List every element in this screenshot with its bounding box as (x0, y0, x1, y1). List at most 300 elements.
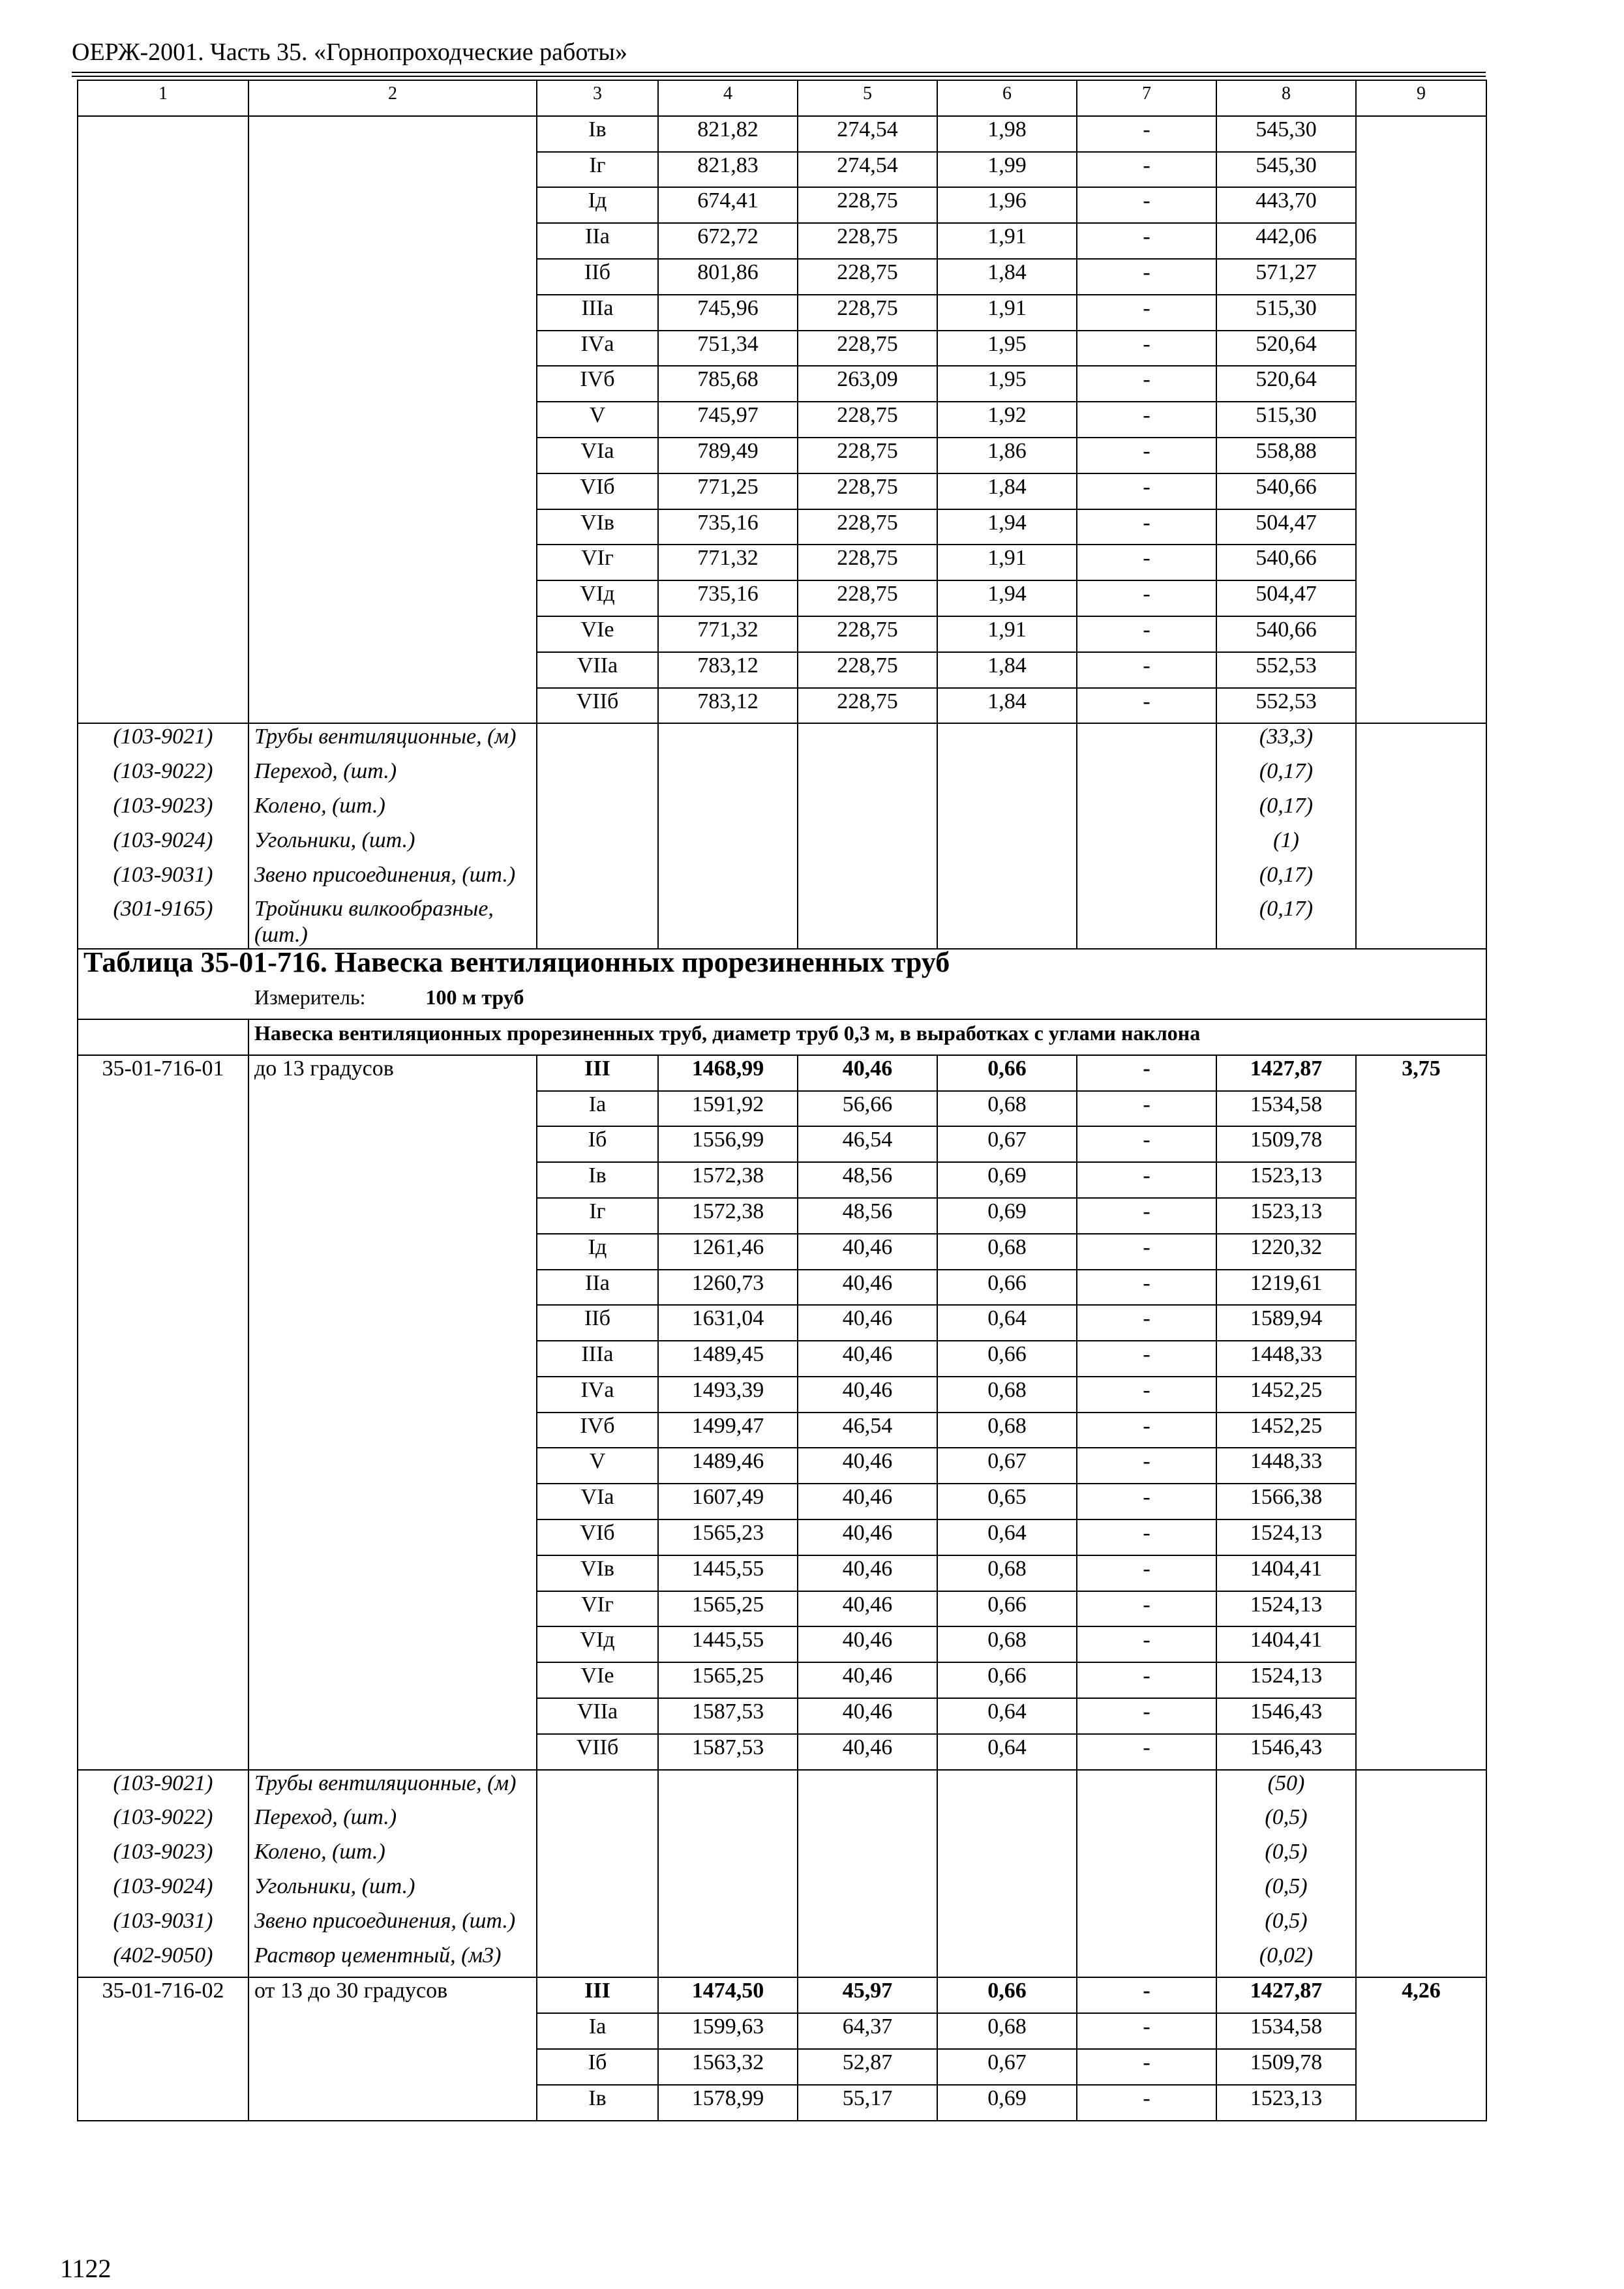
value-cell: 751,34 (658, 331, 798, 367)
value-cell: 1523,13 (1216, 1162, 1356, 1198)
empty-cell (798, 758, 937, 793)
table-title: Таблица 35-01-716. Навеска вентиляционных прорезиненных труб (78, 949, 1486, 984)
empty-cell (658, 758, 798, 793)
value-cell: 558,88 (1216, 438, 1356, 473)
value-cell: 540,66 (1216, 545, 1356, 580)
empty-cell (658, 1874, 798, 1908)
value-cell: 40,46 (798, 1734, 937, 1770)
value-cell: 1563,32 (658, 2049, 798, 2085)
value-cell: 504,47 (1216, 509, 1356, 545)
resource-row (78, 1839, 1486, 1874)
value-cell: 821,82 (658, 116, 798, 152)
value-cell: 785,68 (658, 366, 798, 402)
value-cell: 1445,55 (658, 1626, 798, 1662)
value-cell: 443,70 (1216, 187, 1356, 223)
value-cell: 1,98 (937, 116, 1077, 152)
resource-code: (103-9022) (78, 1804, 248, 1839)
value-cell: III (537, 1055, 658, 1091)
value-cell: 0,69 (937, 1162, 1077, 1198)
resource-value: (0,5) (1216, 1874, 1356, 1908)
value-cell: 228,75 (798, 580, 937, 616)
empty-cell (1077, 1839, 1216, 1874)
value-cell: 1534,58 (1216, 2013, 1356, 2049)
value-cell: - (1077, 1484, 1216, 1519)
empty-cell (798, 723, 937, 758)
norms-table (77, 80, 1487, 2121)
empty-cell (937, 1839, 1077, 1874)
empty-cell (798, 1770, 937, 1805)
value-cell: - (1077, 1591, 1216, 1627)
value-cell: - (1077, 1055, 1216, 1091)
empty-cell (1356, 1943, 1486, 1978)
value-cell: 40,46 (798, 1341, 937, 1377)
item-name: до 13 градусов (248, 1055, 537, 1770)
value-cell: 821,83 (658, 152, 798, 188)
value-cell: 40,46 (798, 1377, 937, 1413)
empty-cell (1077, 793, 1216, 828)
value-cell: 228,75 (798, 688, 937, 724)
value-cell: - (1077, 545, 1216, 580)
value-cell: Iа (537, 1091, 658, 1127)
value-cell: 0,68 (937, 2013, 1077, 2049)
value-cell: 1260,73 (658, 1270, 798, 1306)
value-cell: 46,54 (798, 1126, 937, 1162)
value-cell: 40,46 (798, 1662, 937, 1698)
value-cell: Iд (537, 1234, 658, 1270)
value-cell: 0,64 (937, 1305, 1077, 1341)
value-cell: Iб (537, 2049, 658, 2085)
resource-name: Колено, (шт.) (248, 1839, 537, 1874)
value-cell: 1,84 (937, 473, 1077, 509)
resource-row (78, 1804, 1486, 1839)
column-number-row (78, 80, 1486, 116)
value-cell: - (1077, 1341, 1216, 1377)
value-cell: 228,75 (798, 438, 937, 473)
value-cell: 228,75 (798, 331, 937, 367)
resource-row (78, 896, 1486, 949)
resource-code: (103-9031) (78, 1908, 248, 1943)
value-cell: 40,46 (798, 1448, 937, 1484)
resource-name: Раствор цементный, (м3) (248, 1943, 537, 1978)
value-cell: Iг (537, 152, 658, 188)
value-cell: VIд (537, 1626, 658, 1662)
value-cell: 1489,46 (658, 1448, 798, 1484)
resource-name: Трубы вентиляционные, (м) (248, 723, 537, 758)
value-cell: 228,75 (798, 187, 937, 223)
empty-cell (658, 723, 798, 758)
value-cell: VIб (537, 473, 658, 509)
value-cell: 228,75 (798, 616, 937, 652)
empty-cell (658, 1908, 798, 1943)
empty-cell (937, 1908, 1077, 1943)
value-cell: 56,66 (798, 1091, 937, 1127)
value-cell: 1524,13 (1216, 1591, 1356, 1627)
value-cell: 1261,46 (658, 1234, 798, 1270)
value-cell: 1,91 (937, 295, 1077, 331)
value-cell: - (1077, 1734, 1216, 1770)
value-cell: 1,94 (937, 509, 1077, 545)
value-cell: 1524,13 (1216, 1662, 1356, 1698)
value-cell: 1565,25 (658, 1591, 798, 1627)
resource-code: (103-9021) (78, 1770, 248, 1805)
value-cell: - (1077, 116, 1216, 152)
value-cell: 0,66 (937, 1341, 1077, 1377)
value-cell: 515,30 (1216, 402, 1356, 438)
value-cell: 40,46 (798, 1305, 937, 1341)
empty-cell (937, 793, 1077, 828)
empty-cell (537, 1770, 658, 1805)
empty-cell (1077, 758, 1216, 793)
resource-row (78, 1770, 1486, 1805)
value-cell: VIб (537, 1519, 658, 1555)
value-cell: - (1077, 509, 1216, 545)
value-cell: - (1077, 295, 1216, 331)
value-cell: VIIа (537, 652, 658, 688)
value-cell: 0,68 (937, 1555, 1077, 1591)
value-cell: 228,75 (798, 259, 937, 295)
page-number: 1122 (60, 2254, 112, 2283)
value-cell: IIа (537, 1270, 658, 1306)
value-cell: 1524,13 (1216, 1519, 1356, 1555)
column-number: 7 (1077, 80, 1216, 116)
empty-cell (537, 723, 658, 758)
resource-value: (0,17) (1216, 758, 1356, 793)
value-cell: - (1077, 1662, 1216, 1698)
value-cell: 1,96 (937, 187, 1077, 223)
value-cell: IIIа (537, 295, 658, 331)
value-cell: 1,91 (937, 545, 1077, 580)
measure-value: 100 м труб (425, 985, 524, 1010)
value-cell: 801,86 (658, 259, 798, 295)
value-cell: 0,69 (937, 1198, 1077, 1234)
value-cell: 552,53 (1216, 688, 1356, 724)
description-row (78, 1019, 1486, 1055)
value-cell: 1,84 (937, 688, 1077, 724)
value-cell: 771,32 (658, 616, 798, 652)
value-cell: - (1077, 223, 1216, 259)
value-cell: 46,54 (798, 1413, 937, 1448)
value-cell: - (1077, 1698, 1216, 1734)
empty-cell (1077, 1908, 1216, 1943)
value-cell: - (1077, 1270, 1216, 1306)
name-cell-empty (248, 116, 537, 724)
empty-cell (537, 896, 658, 949)
empty-cell (1356, 896, 1486, 949)
resource-code: (103-9031) (78, 862, 248, 897)
empty-cell (798, 1943, 937, 1978)
value-cell: IIIа (537, 1341, 658, 1377)
value-cell: IIа (537, 223, 658, 259)
value-cell: Iа (537, 2013, 658, 2049)
empty-cell (1077, 862, 1216, 897)
value-cell: 1509,78 (1216, 2049, 1356, 2085)
value-cell: VIIб (537, 688, 658, 724)
empty-cell (537, 1908, 658, 1943)
value-cell: - (1077, 1198, 1216, 1234)
value-cell: 540,66 (1216, 616, 1356, 652)
value-cell: - (1077, 616, 1216, 652)
value-cell: - (1077, 688, 1216, 724)
value-cell: 571,27 (1216, 259, 1356, 295)
value-cell: 40,46 (798, 1055, 937, 1091)
value-cell: - (1077, 2085, 1216, 2121)
value-cell: Iв (537, 1162, 658, 1198)
extra-cell-empty (1356, 116, 1486, 724)
value-cell: Iг (537, 1198, 658, 1234)
resource-code: (103-9024) (78, 828, 248, 862)
value-cell: 1499,47 (658, 1413, 798, 1448)
resource-name: Переход, (шт.) (248, 758, 537, 793)
value-cell: VIе (537, 616, 658, 652)
empty-cell (1077, 1943, 1216, 1978)
value-cell: 745,96 (658, 295, 798, 331)
value-cell: 1631,04 (658, 1305, 798, 1341)
item-code: 35-01-716-01 (78, 1055, 248, 1770)
table-title-row (78, 949, 1486, 984)
empty-cell (1356, 723, 1486, 758)
value-cell: 40,46 (798, 1519, 937, 1555)
value-cell: 0,67 (937, 2049, 1077, 2085)
resource-name: Звено присоединения, (шт.) (248, 1908, 537, 1943)
resource-value: (0,17) (1216, 896, 1356, 949)
resource-row (78, 793, 1486, 828)
value-cell: 1599,63 (658, 2013, 798, 2049)
empty-cell (937, 1770, 1077, 1805)
column-number: 1 (78, 80, 248, 116)
value-cell: VIа (537, 438, 658, 473)
value-cell: - (1077, 1091, 1216, 1127)
value-cell: 0,64 (937, 1734, 1077, 1770)
value-cell: - (1077, 331, 1216, 367)
empty-cell (1356, 828, 1486, 862)
value-cell: VIг (537, 545, 658, 580)
empty-cell (537, 1804, 658, 1839)
value-cell: Iб (537, 1126, 658, 1162)
measure-cell (78, 984, 1486, 1019)
value-cell: 1,91 (937, 223, 1077, 259)
value-cell: 228,75 (798, 295, 937, 331)
value-cell: 1587,53 (658, 1698, 798, 1734)
value-cell: 1546,43 (1216, 1734, 1356, 1770)
value-cell: 0,67 (937, 1126, 1077, 1162)
value-cell: 1572,38 (658, 1198, 798, 1234)
value-cell: 552,53 (1216, 652, 1356, 688)
value-cell: 1468,99 (658, 1055, 798, 1091)
value-cell: 1,95 (937, 331, 1077, 367)
empty-cell (1077, 896, 1216, 949)
value-cell: 1565,25 (658, 1662, 798, 1698)
item-name: от 13 до 30 градусов (248, 1977, 537, 2120)
value-cell: 504,47 (1216, 580, 1356, 616)
resource-code: (103-9023) (78, 793, 248, 828)
table-body (78, 80, 1486, 2121)
value-cell: 789,49 (658, 438, 798, 473)
value-cell: 520,64 (1216, 366, 1356, 402)
value-cell: 40,46 (798, 1270, 937, 1306)
empty-cell (798, 1908, 937, 1943)
empty-cell (798, 1874, 937, 1908)
empty-cell (1356, 1770, 1486, 1805)
resource-value: (0,5) (1216, 1804, 1356, 1839)
value-cell: 1,91 (937, 616, 1077, 652)
value-cell: 0,66 (937, 1270, 1077, 1306)
resource-row (78, 723, 1486, 758)
empty-cell (1356, 793, 1486, 828)
value-cell: Iд (537, 187, 658, 223)
empty-cell (1077, 828, 1216, 862)
value-cell: VIв (537, 1555, 658, 1591)
item-first-row (78, 1977, 1486, 2013)
column-number: 8 (1216, 80, 1356, 116)
value-cell: 0,64 (937, 1519, 1077, 1555)
resource-row (78, 1943, 1486, 1978)
value-cell: 0,68 (937, 1234, 1077, 1270)
value-cell: 0,66 (937, 1977, 1077, 2013)
value-cell: 1448,33 (1216, 1448, 1356, 1484)
empty-cell (937, 896, 1077, 949)
column-number: 3 (537, 80, 658, 116)
empty-cell (798, 896, 937, 949)
value-cell: 0,68 (937, 1377, 1077, 1413)
resource-row (78, 758, 1486, 793)
value-cell: VIг (537, 1591, 658, 1627)
value-cell: 0,68 (937, 1626, 1077, 1662)
value-cell: 48,56 (798, 1162, 937, 1198)
value-cell: 40,46 (798, 1484, 937, 1519)
value-cell: 771,25 (658, 473, 798, 509)
value-cell: 735,16 (658, 580, 798, 616)
resource-value: (1) (1216, 828, 1356, 862)
value-cell: V (537, 1448, 658, 1484)
value-cell: 1546,43 (1216, 1698, 1356, 1734)
resource-row (78, 862, 1486, 897)
measure-label: Измеритель: (254, 985, 366, 1010)
value-cell: IIб (537, 1305, 658, 1341)
empty-cell (1356, 758, 1486, 793)
value-cell: 672,72 (658, 223, 798, 259)
value-cell: IIб (537, 259, 658, 295)
value-cell: 0,65 (937, 1484, 1077, 1519)
value-cell: 1534,58 (1216, 1091, 1356, 1127)
value-cell: 48,56 (798, 1198, 937, 1234)
resource-name: Колено, (шт.) (248, 793, 537, 828)
value-cell: 1566,38 (1216, 1484, 1356, 1519)
value-cell: 0,67 (937, 1448, 1077, 1484)
value-cell: IVа (537, 1377, 658, 1413)
value-cell: 1591,92 (658, 1091, 798, 1127)
value-cell: 1,95 (937, 366, 1077, 402)
empty-cell (658, 1943, 798, 1978)
value-cell: 40,46 (798, 1234, 937, 1270)
value-cell: 228,75 (798, 402, 937, 438)
section-description: Навеска вентиляционных прорезиненных труб, диаметр труб 0,3 м, в выработках с углами наклона (248, 1019, 1486, 1055)
value-cell: 274,54 (798, 152, 937, 188)
resource-row (78, 1908, 1486, 1943)
value-cell: 545,30 (1216, 152, 1356, 188)
value-cell: IVб (537, 1413, 658, 1448)
resource-row (78, 1874, 1486, 1908)
resource-value: (0,5) (1216, 1839, 1356, 1874)
value-cell: 1,99 (937, 152, 1077, 188)
value-cell: 1565,23 (658, 1519, 798, 1555)
empty-cell (658, 1770, 798, 1805)
value-cell: III (537, 1977, 658, 2013)
value-cell: 1607,49 (658, 1484, 798, 1519)
value-cell: - (1077, 259, 1216, 295)
empty-cell (1077, 1874, 1216, 1908)
value-cell: Iв (537, 2085, 658, 2121)
value-cell: 1509,78 (1216, 1126, 1356, 1162)
value-cell: 771,32 (658, 545, 798, 580)
value-cell: - (1077, 1162, 1216, 1198)
resource-code: (103-9022) (78, 758, 248, 793)
value-cell: 274,54 (798, 116, 937, 152)
value-cell: - (1077, 2049, 1216, 2085)
resource-row (78, 828, 1486, 862)
value-cell: - (1077, 652, 1216, 688)
resource-value: (33,3) (1216, 723, 1356, 758)
resource-name: Трубы вентиляционные, (м) (248, 1770, 537, 1805)
value-cell: - (1077, 1126, 1216, 1162)
value-cell: - (1077, 366, 1216, 402)
value-cell: - (1077, 152, 1216, 188)
value-cell: 0,66 (937, 1055, 1077, 1091)
value-cell: VIе (537, 1662, 658, 1698)
value-cell: 1523,13 (1216, 2085, 1356, 2121)
empty-cell (937, 723, 1077, 758)
value-cell: 1220,32 (1216, 1234, 1356, 1270)
empty-cell (537, 1943, 658, 1978)
value-cell: 442,06 (1216, 223, 1356, 259)
value-cell: 263,09 (798, 366, 937, 402)
value-cell: 228,75 (798, 509, 937, 545)
value-cell: - (1077, 1377, 1216, 1413)
empty-cell (658, 828, 798, 862)
value-cell: 1578,99 (658, 2085, 798, 2121)
column-number: 4 (658, 80, 798, 116)
value-cell: - (1077, 473, 1216, 509)
empty-cell (78, 1019, 248, 1055)
value-cell: 1452,25 (1216, 1377, 1356, 1413)
value-cell: 545,30 (1216, 116, 1356, 152)
empty-cell (798, 828, 937, 862)
empty-cell (658, 896, 798, 949)
resource-code: (103-9024) (78, 1874, 248, 1908)
value-cell: 40,46 (798, 1591, 937, 1627)
empty-cell (537, 1874, 658, 1908)
value-cell: 40,46 (798, 1555, 937, 1591)
resource-code: (103-9023) (78, 1839, 248, 1874)
empty-cell (937, 1804, 1077, 1839)
empty-cell (658, 793, 798, 828)
value-cell: IVа (537, 331, 658, 367)
resource-code: (402-9050) (78, 1943, 248, 1978)
empty-cell (1077, 1804, 1216, 1839)
value-cell: V (537, 402, 658, 438)
value-cell: 674,41 (658, 187, 798, 223)
header-rule (72, 72, 1486, 77)
empty-cell (537, 1839, 658, 1874)
resource-code: (103-9021) (78, 723, 248, 758)
value-cell: 1427,87 (1216, 1977, 1356, 2013)
resource-value: (0,5) (1216, 1908, 1356, 1943)
value-cell: 0,69 (937, 2085, 1077, 2121)
labor-value: 4,26 (1356, 1977, 1486, 2120)
value-cell: 228,75 (798, 545, 937, 580)
value-cell: 783,12 (658, 652, 798, 688)
empty-cell (658, 862, 798, 897)
value-cell: 1523,13 (1216, 1198, 1356, 1234)
